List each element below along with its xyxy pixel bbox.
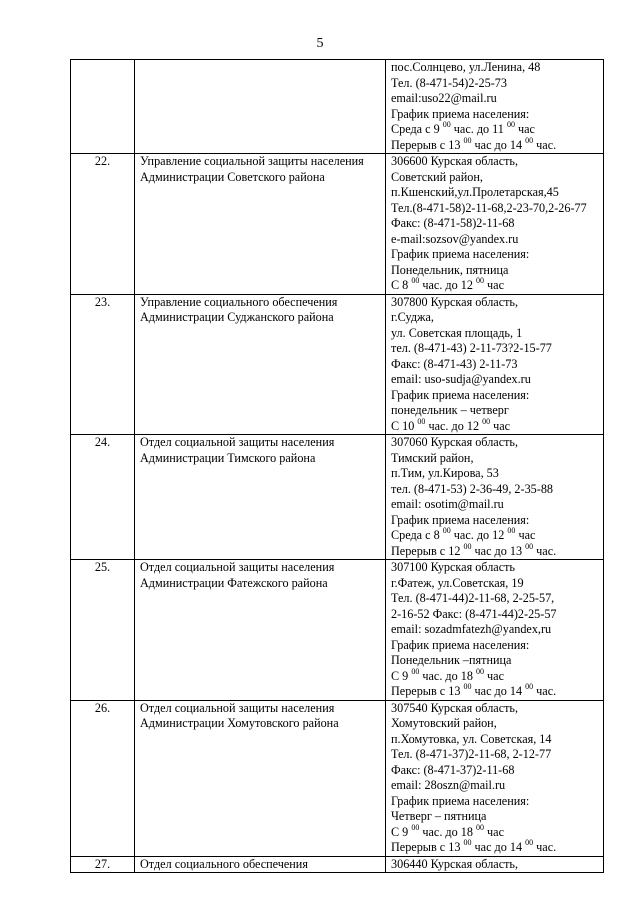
table-body — [71, 60, 604, 873]
contact-line: Понедельник, пятница — [391, 262, 509, 277]
contact-line: п.Тим, ул.Кирова, 53 — [391, 466, 499, 480]
contact-line: Среда с 8 $^{00}$ час. до 12 $^{00}$ час — [391, 526, 536, 542]
contact-details — [386, 856, 604, 873]
contact-line: г.Фатеж, ул.Советская, 19 — [391, 575, 524, 590]
contact-line: Тел. (8-471-37)2-11-68, 2-12-77 — [391, 747, 552, 761]
institutions-table — [70, 59, 604, 873]
contact-line: С 9 $^{00}$ час. до 18 $^{00}$ час — [391, 666, 504, 683]
contact-line: п.Хомутовка, ул. Советская, 14 — [391, 731, 552, 746]
contact-line: С 9 $^{00}$ час. до 18 $^{00}$ час — [391, 822, 504, 839]
row-number: 24. — [71, 435, 135, 560]
contact-line: Хомутовский район, — [391, 716, 497, 730]
contact-line: п.Кшенский,ул.Пролетарская,45 — [391, 185, 559, 199]
row-number — [71, 60, 135, 154]
contact-line: 307100 Курская область — [391, 560, 515, 574]
contact-line: email: osotim@mail.ru — [391, 497, 504, 511]
institution-name: Отдел социальной защиты населения Администрации Хомутовского района — [135, 700, 386, 856]
contact-line: Перерыв с 12 $^{00}$ час до 13 $^{00}$ час. — [391, 541, 557, 558]
institution-name: Управление социальной защиты населения Администрации Советского района — [135, 154, 386, 295]
contact-line: 306600 Курская область, — [391, 154, 519, 168]
contact-line: График приема населения: — [391, 387, 530, 402]
contact-line: 307800 Курская область, — [391, 294, 519, 309]
contact-line: График приема населения: — [391, 637, 530, 652]
contact-line: ул. Советская площадь, 1 — [391, 325, 523, 340]
institution-name: Отдел социального обеспечения — [135, 856, 386, 873]
contact-line: Факс: (8-471-37)2-11-68 — [391, 762, 515, 777]
contact-line: 2-16-52 Факс: (8-471-44)2-25-57 — [391, 606, 557, 621]
table-row — [71, 154, 604, 295]
contact-line: Тел.(8-471-58)2-11-68,2-23-70,2-26-77 — [391, 200, 587, 215]
contact-line: Советский район, — [391, 169, 483, 184]
contact-line: Тимский район, — [391, 450, 474, 465]
contact-line: Тел. (8-471-54)2-25-73 — [391, 75, 507, 90]
page-number: 5 — [316, 36, 324, 51]
contact-line: 307540 Курская область, — [391, 700, 519, 715]
row-number: 25. — [71, 560, 135, 701]
contact-line: email: sozadmfatezh@yandex,ru — [391, 622, 552, 636]
contact-line: Среда с 9 $^{00}$ час. до 11 $^{00}$ час — [391, 120, 535, 136]
contact-details — [386, 700, 604, 856]
contact-details — [386, 294, 604, 435]
contact-line: e-mail:sozsov@yandex.ru — [391, 231, 519, 246]
row-number: 26. — [71, 700, 135, 856]
table-row — [71, 60, 604, 154]
contact-line: email:uso22@mail.ru — [391, 91, 497, 105]
contact-line: График приема населения: — [391, 106, 530, 121]
contact-line: График приема населения: — [391, 793, 530, 808]
contact-details — [386, 154, 604, 295]
contact-details — [386, 60, 604, 154]
row-number: 27. — [71, 856, 135, 873]
contact-line: С 10 $^{00}$ час. до 12 $^{00}$ час — [391, 416, 511, 433]
contact-line: тел. (8-471-43) 2-11-73?2-15-77 — [391, 341, 552, 355]
contact-line: тел. (8-471-53) 2-36-49, 2-35-88 — [391, 481, 554, 496]
contact-line: Факс: (8-471-58)2-11-68 — [391, 216, 515, 230]
contact-line: Факс: (8-471-43) 2-11-73 — [391, 356, 518, 371]
institution-name: Отдел социальной защиты населения Администрации Фатежского района — [135, 560, 386, 701]
contact-line: 306440 Курская область, — [391, 856, 519, 871]
contact-line: email: uso-sudja@yandex.ru — [391, 372, 531, 386]
contact-line: Тел. (8-471-44)2-11-68, 2-25-57, — [391, 591, 555, 605]
contact-line: Перерыв с 13 $^{00}$ час до 14 $^{00}$ час. — [391, 135, 557, 152]
contact-line: Понедельник –пятница — [391, 653, 512, 667]
contact-line: 307060 Курская область, — [391, 435, 519, 449]
institution-name: Отдел социальной защиты населения Администрации Тимского района — [135, 435, 386, 560]
table-row — [71, 560, 604, 701]
contact-line: г.Суджа, — [391, 310, 434, 324]
contact-line: понедельник – четверг — [391, 403, 509, 417]
contact-details — [386, 435, 604, 560]
contact-details — [386, 560, 604, 701]
contact-line: пос.Солнцево, ул.Ленина, 48 — [391, 60, 541, 74]
row-number: 23. — [71, 294, 135, 435]
contact-line: График приема населения: — [391, 512, 530, 527]
institution-name — [135, 60, 386, 154]
table-row — [71, 435, 604, 560]
table-row — [71, 294, 604, 435]
contact-line: Перерыв с 13 $^{00}$ час до 14 $^{00}$ час. — [391, 838, 557, 854]
contact-line: Четверг – пятница — [391, 809, 487, 823]
table-row — [71, 700, 604, 856]
table-row — [71, 856, 604, 873]
contact-line: С 8 $^{00}$ час. до 12 $^{00}$ час — [391, 276, 504, 292]
contact-line: Перерыв с 13 $^{00}$ час до 14 $^{00}$ час. — [391, 682, 557, 698]
institution-name: Управление социального обеспечения Администрации Суджанского района — [135, 294, 386, 435]
row-number: 22. — [71, 154, 135, 295]
contact-line: email: 28oszn@mail.ru — [391, 778, 506, 792]
contact-line: График приема населения: — [391, 247, 530, 261]
